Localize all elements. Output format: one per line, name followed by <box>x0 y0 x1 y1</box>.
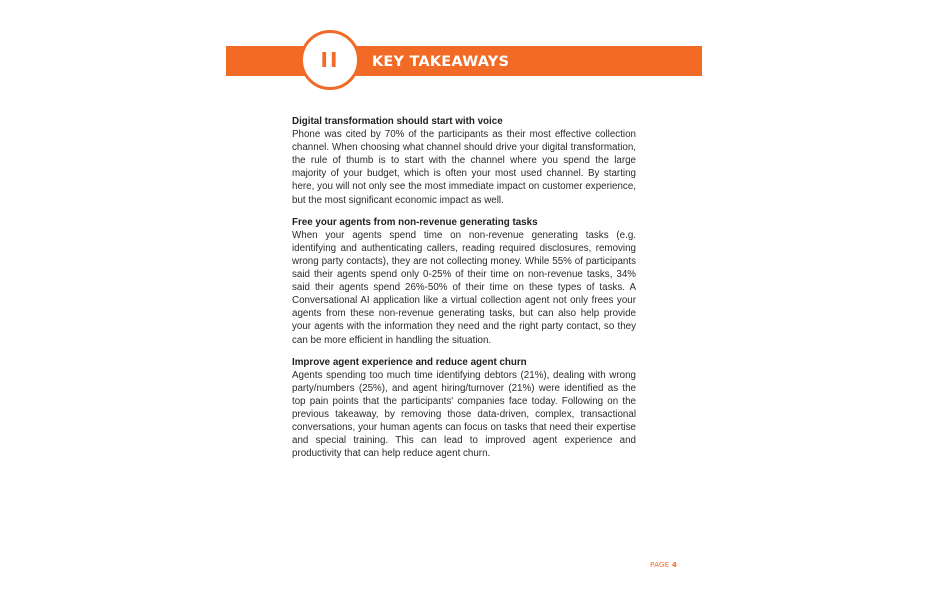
section-body: Phone was cited by 70% of the participants as their most effective collection channel. When choosing what channel should drive your digital transformation, the rule of thumb is to start with the channel where you spend the large majority of your budget, which is often your most used channel. By starting here, you will not only see the most immediate impact on customer experience, but the most significant economic impact as well. <box>292 129 636 206</box>
page-label: PAGE <box>650 561 670 569</box>
section-heading: Digital transformation should start with voice <box>292 116 503 127</box>
section-body: When your agents spend time on non-revenue generating tasks (e.g. identifying and authenticating callers, reading required disclosures, removing wrong party contacts), they are not collecting money. While 55% of participants said their agents spend only 0-25% of their time on non-revenue tasks, 34% said their agents spend 26%-50% of their time on these types of tasks. A Conversational AI application like a virtual collection agent not only frees your agents from these non-revenue generating tasks, but can also help provide your agents with the information they need and the right party contact, so they can be more efficient in handling the situation. <box>292 229 636 346</box>
page-number-footer <box>650 561 677 569</box>
page-title: KEY TAKEAWAYS <box>372 54 510 70</box>
takeaway-section <box>292 216 636 347</box>
takeaways-content <box>292 115 636 469</box>
section-heading: Improve agent experience and reduce agent churn <box>292 356 527 368</box>
page-number: 4 <box>672 561 678 569</box>
section-number: II <box>320 48 340 72</box>
takeaway-section <box>292 356 636 461</box>
section-heading: Free your agents from non-revenue generating tasks <box>292 216 538 228</box>
takeaway-section <box>292 115 636 207</box>
section-body: Agents spending too much time identifying debtors (21%), dealing with wrong party/numbers (25%), and agent hiring/turnover (21%) were identified as the top pain points that the participants' companies face today. Following on the previous takeaway, by removing those data-driven, complex, transactional conversations, your human agents can focus on tasks that need their expertise and special training. This can lead to improved agent experience and productivity that can help reduce agent churn. <box>292 369 636 460</box>
section-number-badge <box>300 30 360 90</box>
